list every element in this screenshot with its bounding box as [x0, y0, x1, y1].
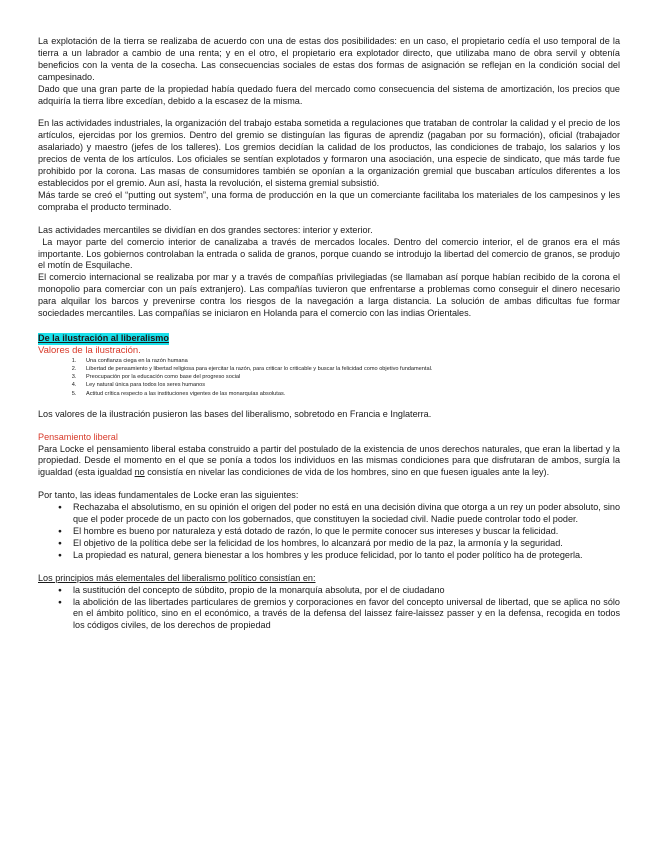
list-item: 1. Una confianza ciega en la razón humana — [78, 357, 620, 365]
list-item: ● La propiedad es natural, genera bienestar a los hombres y les produce felicidad, por lo tanto el poder político ha de protegerla. — [60, 550, 620, 562]
paragraph-putting-out: Más tarde se creó el “putting out system”, una forma de producción en la que un comerciante facilitaba los materiales de los campesinos y les compraba el producto terminado. — [38, 189, 620, 212]
list-item: ● Rechazaba el absolutismo, en su opinión el origen del poder no está en una decisión divina que otorga a un rey un poder absoluto, sino que el poder procede de un pacto con los gobernados, que constituyen la sociedad civil. Nadie puede controlar todo el poder. — [60, 502, 620, 526]
section-heading — [38, 331, 620, 345]
list-item: ● la abolición de las libertades particulares de gremios y corporaciones en favor del concepto universal de libertad, que se aplica no sólo en el ámbito político, sino en el económico, a través de la defensa del laissez faire-laissez passer y en la defensa, recogida en todos los códigos civiles, de los derechos de propiedad — [60, 597, 620, 633]
paragraph-gremios: En las actividades industriales, la organización del trabajo estaba sometida a regulaciones que trataban de controlar la calidad y el precio de los artículos, ejercidas por los gremios. Dentro del gremio se distinguían las figuras de aprendiz (pagaban por su formación), oficial (trabajador asalariado) y maestro (jefes de los talleres). Los gremios decidían la calidad de los productos, las condiciones de trabajo, los salarios y los precios de venta de los artículos. Los oficiales se sentían explotados y formaron una asociación, una especie de sindicato, que más tarde fue prohibido por la corona. Las masas de consumidores también se oponían a la organización gremial que buscaban artículos diferentes a los establecidos por el gremio. Aun así, hasta la revolución, el sistema gremial subsistió. — [38, 118, 620, 188]
paragraph-valores-bases: Los valores de la ilustración pusieron las bases del liberalismo, sobretodo en Francia e Inglaterra. — [38, 408, 432, 419]
paragraph-propiedad: Dado que una gran parte de la propiedad había quedado fuera del mercado como consecuencia del sistema de amortización, los precios que adquiría la tierra libre excedían, debido a la escasez de la misma. — [38, 83, 620, 106]
list-item: ● El objetivo de la política debe ser la felicidad de los hombres, lo alcanzará por medio de la paz, la armonía y la seguridad. — [60, 538, 620, 550]
principios-title: Los principios más elementales del liberalismo político consistían en: — [38, 572, 316, 583]
paragraph-locke: Para Locke el pensamiento liberal estaba construido a partir del postulado de la existencia de unos derechos naturales, que eran la libertad y la propiedad. Desde el momento en el que se ponía a todos los individuos en las mismas condiciones para que disfrutaran de ambos, surgía la igualdad (esta igualdad no consistía en nivelar las condiciones de vida de los hombres, sino en que fuesen iguales ante la ley). — [38, 443, 620, 478]
list-item: ● El hombre es bueno por naturaleza y está dotado de razón, lo que le permite conocer sus intereses y buscar la felicidad. — [60, 526, 620, 538]
list-item: 2. Libertad de pensamiento y libertad religiosa para ejercitar la razón, para criticar lo criticable y buscar la felicidad como objetivo fundamental. — [78, 365, 620, 373]
pensamiento-title: Pensamiento liberal — [38, 431, 118, 442]
paragraph-tierra: La explotación de la tierra se realizaba de acuerdo con una de estas dos posibilidades: en un caso, el propietario cedía el uso temporal de la tierra a un labrador a cambio de una renta; y en el otro, el propietario era explotador directo, que utilizaba mano de obra servil y obtenía beneficios con la venta de la cosecha. Las consecuencias sociales de estas dos formas de asignación se reflejan en la condición social del campesinado. — [38, 36, 620, 82]
section-heading-text: De la ilustración al liberalismo — [38, 332, 169, 343]
list-item: ● la sustitución del concepto de súbdito, propio de la monarquía absoluta, por el de ciudadano — [60, 585, 620, 597]
valores-title: Valores de la ilustración. — [38, 344, 141, 356]
paragraph-ideas-intro: Por tanto, las ideas fundamentales de Locke eran las siguientes: — [38, 490, 299, 501]
paragraph-mercantiles: Las actividades mercantiles se dividían en dos grandes sectores: interior y exterior. — [38, 224, 373, 235]
locke-ideas-list — [38, 502, 620, 562]
list-item: 5. Actitud crítica respecto a las instituciones vigentes de las monarquías absolutas. — [78, 390, 620, 398]
valores-list — [38, 357, 620, 398]
list-item: 4. Ley natural única para todos los seres humanos — [78, 381, 620, 389]
document-page — [38, 36, 623, 632]
underlined-no: no — [134, 467, 145, 478]
principios-list — [38, 585, 620, 633]
paragraph-comercio-internacional: El comercio internacional se realizaba por mar y a través de compañías privilegiadas (se llamaban así porque habían recibido de la corona el monopolio para comerciar con un país extranjero). Las compañías tuvieron que enfrentarse a problemas como conseguir el dinero necesario para alquilar los barcos y prevenirse contra los riesgos de la navegación a larga distancia. La solución de ambas dificultas fue formar sociedades mercantiles. Las compañías se iniciaron en Holanda para el comercio con las indias Orientales. — [38, 272, 620, 319]
paragraph-comercio-interior: La mayor parte del comercio interior de canalizaba a través de mercados locales. Dentro del comercio interior, el de granos era el más importante. Los gobiernos controlaban la entrada o salida de granos, porque cuando se introdujo la libertad del comercio de granos, se produjo el motín de Esquilache. — [38, 236, 623, 271]
list-item: 3. Preocupación por la educación como base del progreso social — [78, 373, 620, 381]
